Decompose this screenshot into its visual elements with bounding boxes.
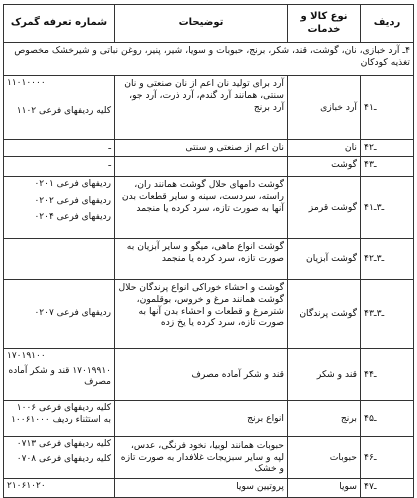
tariff-code: ردیفهای فرعی ۰۲۰۱ [34,179,111,189]
tariff-code: کلیه ردیفهای فرعی ۰۷۱۳ [16,439,111,449]
header-item-type: نوع کالا و خدمات [288,5,361,43]
row-number: ۴ـ۳ـ۱ [361,177,414,239]
row-number: ۴ـ۶ [361,437,414,479]
table-header-row [4,5,414,43]
table-row [4,280,414,349]
table-row [4,437,414,479]
item-name: گوشت پرندگان [288,280,361,349]
row-number: ۴ـ۵ [361,401,414,437]
tariff-cell [4,177,115,239]
item-description: گوشت و احشاء خوراکی انواع پرندگان حلال گوشت همانند مرغ و خروس، بوقلمون، شترمرغ و قطعات و احشاء بدن آنها به صورت تازه، سرد کرده یا یخ زده [115,280,288,349]
tariff-code: کلیه ردیفهای فرعی ۱۰۰۶ به استثناء ردیف ۱۰۰۶۱۰۰۰ [11,403,111,425]
section-title: ۴ـ آرد خبازی، نان، گوشت، قند، شکر، برنج، حبوبات و سویا، شیر، پنیر، روغن نباتی و شیرخشک مخصوص تغذیه کودکان [4,43,414,76]
tariff-cell [4,157,115,177]
item-description: آرد برای تولید نان اعم از نان صنعتی و نان سنتی، همانند آرد گندم، آرد ذرت، آرد جو، آرد برنج [115,76,288,140]
item-name: گوشت قرمز [288,177,361,239]
tariff-code: کلیه ردیفهای فرعی ۱۱۰۲ [16,105,111,116]
item-name: قند و شکر [288,349,361,401]
table-row [4,239,414,280]
item-name: گوشت آبزیان [288,239,361,280]
table-row [4,177,414,239]
item-name: گوشت [288,157,361,177]
tariff-code: ردیفهای فرعی ۰۲۰۷ [34,308,111,319]
tariff-cell [4,401,115,437]
row-number: ۴ـ۳ـ۳ [361,280,414,349]
item-name: برنج [288,401,361,437]
row-number: ۴ـ۳ [361,157,414,177]
tariff-code: ۱۷۰۱۹۱۰۰ [7,351,46,361]
row-number: ۴ـ۲ [361,140,414,157]
section-row [4,43,414,76]
tariff-table [3,4,414,498]
row-number: ۴ـ۳ـ۲ [361,239,414,280]
item-description: حبوبات همانند لوبیا، نخود فرنگی، عدس، لپه و سایر سبزیجات غلافدار به صورت تازه و خشک [115,437,288,479]
item-description: گوشت انواع ماهی، میگو و سایر آبزیان به صورت تازه، سرد کرده یا منجمد [115,239,288,280]
item-description: نان اعم از صنعتی و سنتی [115,140,288,157]
item-name: سویا [288,479,361,498]
tariff-code: ۲۱۰۶۱۰۲۰ [7,481,46,491]
tariff-code: ۱۱۰۱۰۰۰۰ [7,78,46,88]
table-row [4,479,414,498]
tariff-code: ـ [108,142,111,152]
item-name: حبوبات [288,437,361,479]
row-number: ۴ـ۷ [361,479,414,498]
tariff-cell [4,479,115,498]
tariff-code: ردیفهای فرعی ۰۲۰۲ [34,195,111,206]
tariff-cell [4,437,115,479]
table-row [4,76,414,140]
tariff-cell [4,349,115,401]
tariff-code: کلیه ردیفهای فرعی ۰۷۰۸ [16,453,111,464]
tariff-cell [4,76,115,140]
tariff-code: ـ [108,159,111,169]
table-row [4,401,414,437]
tariff-cell [4,280,115,349]
tariff-code: ۱۷۰۱۹۹۱۰ قند و شکر آماده مصرف [8,365,111,388]
tariff-cell [4,140,115,157]
tariff-cell [4,239,115,280]
item-name: آرد خبازی [288,76,361,140]
item-description: قند و شکر آماده مصرف [115,349,288,401]
tariff-code: ردیفهای فرعی ۰۲۰۴ [34,212,111,223]
table-row [4,349,414,401]
item-description: گوشت دامهای حلال گوشت همانند ران، راسته، سردست، سینه و سایر قطعات بدن آنها به صورت تازه، سرد کرده یا منجمد [115,177,288,239]
header-description: توضیحات [115,5,288,43]
table-row [4,157,414,177]
header-tariff-number: شماره تعرفه گمرک [4,5,115,43]
item-description: انواع برنج [115,401,288,437]
row-number: ۴ـ۱ [361,76,414,140]
item-name: نان [288,140,361,157]
item-description: پروتیین سویا [115,479,288,498]
table-row [4,140,414,157]
header-row-number: ردیف [361,5,414,43]
item-description [115,157,288,177]
row-number: ۴ـ۴ [361,349,414,401]
